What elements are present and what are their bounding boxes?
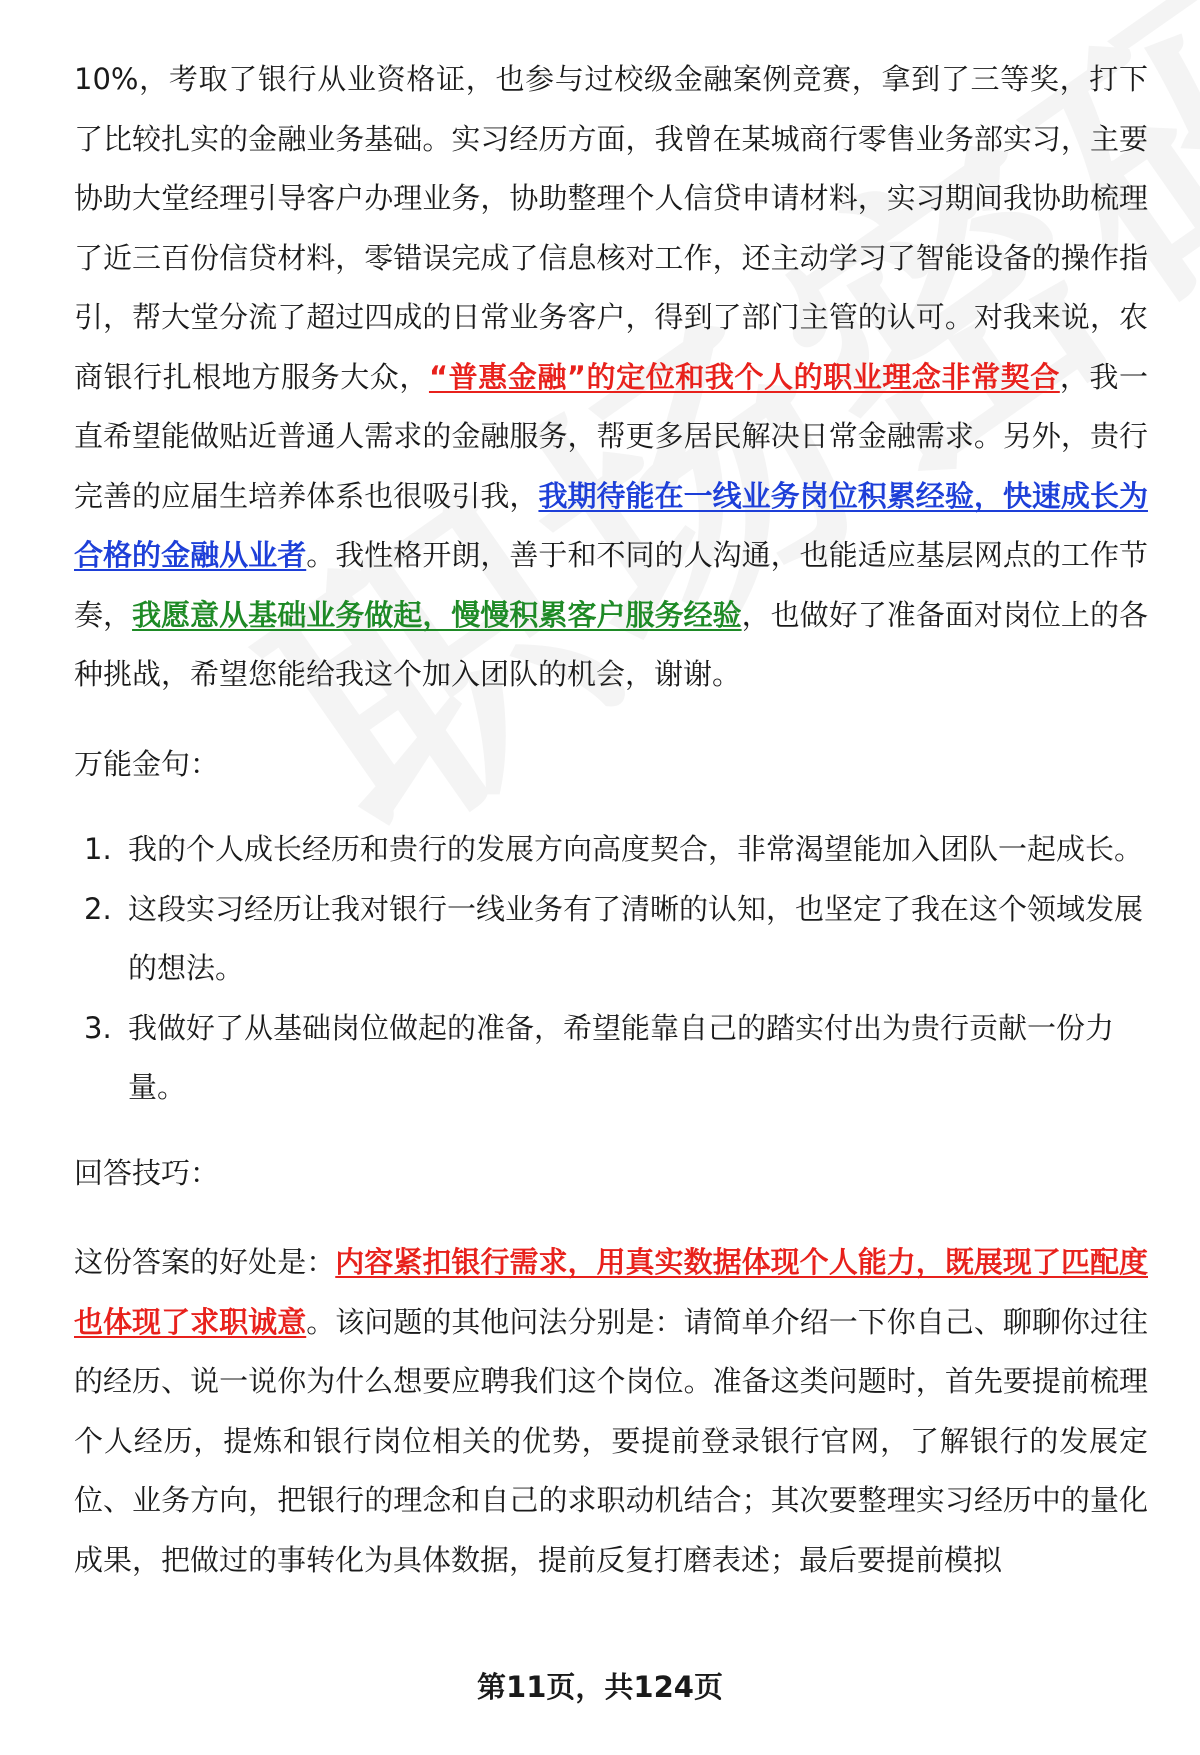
- tips-paragraph: [74, 1233, 1148, 1590]
- page-content: [74, 50, 1148, 1590]
- highlight-red: “普惠金融”的定位和我个人的职业理念非常契合: [428, 359, 1060, 394]
- list-text: 我做好了从基础岗位做起的准备，希望能靠自己的踏实付出为贵行贡献一份力量。: [128, 1010, 1115, 1104]
- golden-sentences-heading: 万能金句：: [74, 746, 220, 781]
- highlight-blue: 我期待能在一线业务岗位积累经验，快速成长为合格的金融从业者: [74, 478, 1148, 572]
- list-number: 2.: [84, 891, 112, 926]
- answer-paragraph: [74, 50, 1148, 705]
- answer-text-2: ，我一直希望能做贴近普通人需求的金融服务，帮更多居民解决日常金融需求。另外，贵行完善的应届生培养体系也很吸引我，: [74, 359, 1148, 513]
- list-item: [74, 880, 1148, 999]
- answer-text-3: 。我性格开朗，善于和不同的人沟通，也能适应基层网点的工作节奏，: [74, 538, 1148, 632]
- tips-heading: 回答技巧：: [74, 1155, 220, 1190]
- list-number: 3.: [84, 1010, 112, 1045]
- answer-text-4: ，也做好了准备面对岗位上的各种挑战，希望您能给我这个加入团队的机会，谢谢。: [74, 597, 1148, 691]
- list-item: [74, 999, 1148, 1118]
- list-text: 我的个人成长经历和贵行的发展方向高度契合，非常渴望能加入团队一起成长。: [128, 832, 1144, 866]
- tips-highlight-red: 内容紧扣银行需求，用真实数据体现个人能力，既展现了匹配度也体现了求职诚意: [74, 1245, 1148, 1339]
- golden-sentences-list: [74, 820, 1148, 1118]
- list-number: 1.: [84, 832, 112, 866]
- tips-text: 。该问题的其他问法分别是：请简单介绍一下你自己、聊聊你过往的经历、说一说你为什么想要应聘我们这个岗位。准备这类问题时，首先要提前梳理个人经历，提炼和银行岗位相关的优势，要提前登录银行官网，了解银行的发展定位、业务方向，把银行的理念和自己的求职动机结合；其次要整理实习经历中的量化成果，把做过的事转化为具体数据，提前反复打磨表述；最后要提前模拟: [74, 1304, 1148, 1577]
- page-footer: 第11页，共124页: [477, 1670, 723, 1704]
- tips-lead: 这份答案的好处是：: [74, 1245, 336, 1279]
- list-text: 这段实习经历让我对银行一线业务有了清晰的认知，也坚定了我在这个领域发展的想法。: [128, 891, 1144, 985]
- list-item: [74, 820, 1148, 880]
- highlight-green: 我愿意从基础业务做起，慢慢积累客户服务经验: [132, 597, 742, 632]
- answer-text-1: 10%，考取了银行从业资格证，也参与过校级金融案例竞赛，拿到了三等奖，打下了比较扎实的金融业务基础。实习经历方面，我曾在某城商行零售业务部实习，主要协助大堂经理引导客户办理业务，协助整理个人信贷申请材料，实习期间我协助梳理了近三百份信贷材料，零错误完成了信息核对工作，还主动学习了智能设备的操作指引，帮大堂分流了超过四成的日常业务客户，得到了部门主管的认可。对我来说，农商银行扎根地方服务大众，: [74, 62, 1148, 394]
